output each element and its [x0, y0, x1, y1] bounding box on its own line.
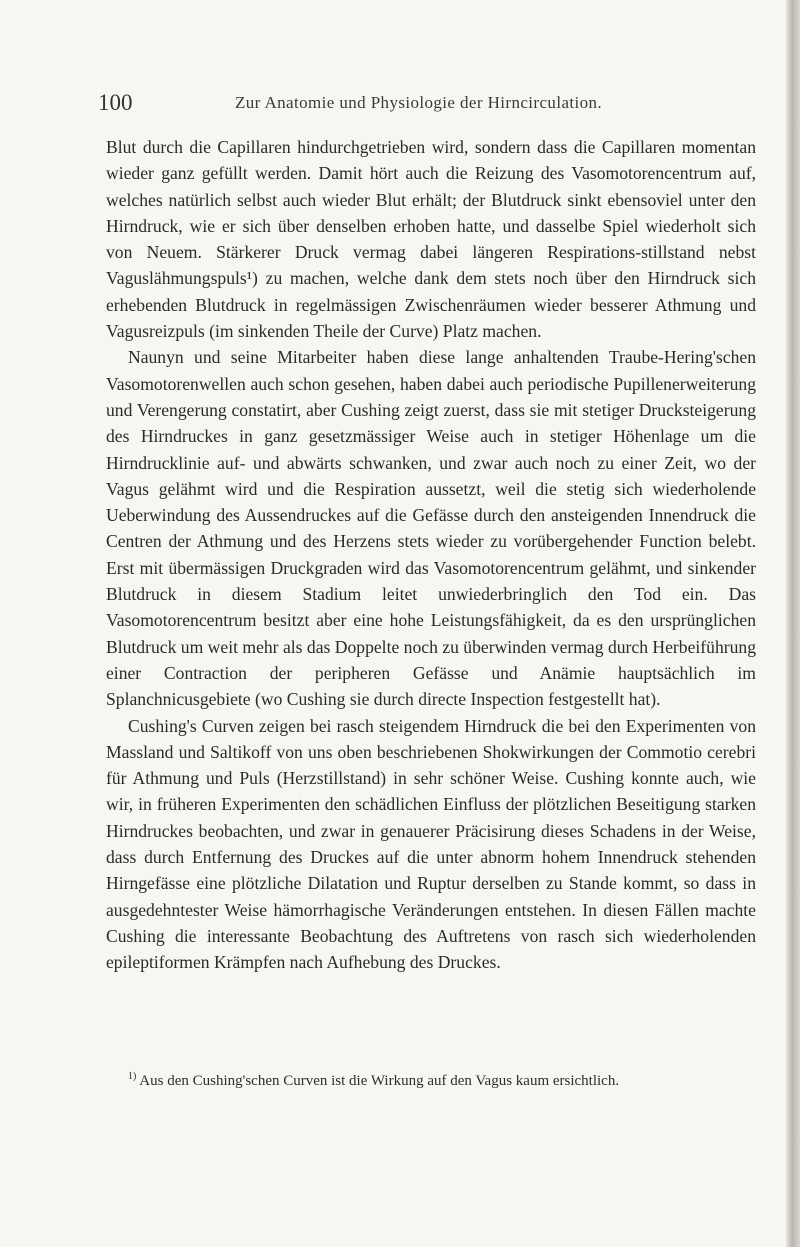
page-edge-shadow [786, 0, 800, 1247]
paragraph-2: Naunyn und seine Mitarbeiter haben diese lange anhaltenden Traube-Hering'schen Vasomotorenwellen auch schon gesehen, haben dabei auch periodische Pupillenerweiterung und Verengerung constatirt, aber Cushing zeigt zuerst, dass sie mit stetiger Drucksteigerung des Hirndruckes in ganz gesetzmässiger Weise auch in stetiger Höhenlage um die Hirndrucklinie auf- und abwärts schwanken, und zwar auch noch zu einer Zeit, wo der Vagus gelähmt wird und die Respiration aussetzt, weil die stetig sich wiederholende Ueberwindung des Aussendruckes auf die Gefässe durch den ansteigenden Innendruck die Centren der Athmung und des Herzens stets wieder zu vorübergehender Function belebt. Erst mit übermässigen Druckgraden wird das Vasomotorencentrum gelähmt, und sinkender Blutdruck in diesem Stadium leitet unwiederbringlich den Tod ein. Das Vasomotorencentrum besitzt aber eine hohe Leistungsfähigkeit, da es den ursprünglichen Blutdruck um weit mehr als das Doppelte noch zu überwinden vermag durch Herbeiführung einer Contraction der peripheren Gefässe und Anämie hauptsächlich im Splanchnicusgebiete (wo Cushing sie durch directe Inspection festgestellt hat). [106, 347, 756, 710]
running-head: Zur Anatomie und Physiologie der Hirncirculation. [235, 93, 603, 112]
footnote [106, 1070, 756, 1092]
paragraph-3: Cushing's Curven zeigen bei rasch steigendem Hirndruck die bei den Experimenten von Massland und Saltikoff von uns oben beschriebenen Shokwirkungen der Commotio cerebri für Athmung und Puls (Herzstillstand) in sehr schöner Weise. Cushing konnte auch, wie wir, in früheren Experimenten den schädlichen Einfluss der plötzlichen Beseitigung starken Hirndruckes beobachten, und zwar in genauerer Präcisirung dieses Schadens in der Weise, dass durch Entfernung des Druckes auf die unter abnorm hohem Innendruck stehenden Hirngefässe eine plötzliche Dilatation und Ruptur derselben zu Stande kommt, so dass in ausgedehntester Weise hämorrhagische Veränderungen entstehen. In diesen Fällen machte Cushing die interessante Beobachtung des Auftretens von rasch sich wiederholenden epileptiformen Krämpfen nach Aufhebung des Druckes. [106, 715, 756, 973]
page-number: 100 [98, 90, 133, 115]
body-text [106, 134, 756, 976]
footnote-text: Aus den Cushing'schen Curven ist die Wirkung auf den Vagus kaum ersichtlich. [139, 1073, 620, 1089]
footnote-mark: 1) [128, 1071, 137, 1082]
page-header [98, 90, 738, 124]
paragraph-1: Blut durch die Capillaren hindurchgetrieben wird, sondern dass die Capillaren momentan wieder ganz gefüllt werden. Damit hört auch die Reizung des Vasomotorencentrum auf, welches natürlich selbst auch wieder Blut erhält; der Blutdruck sinkt ebensoviel unter den Hirndruck, wie er sich über denselben erhoben hatte, und dasselbe Spiel wiederholt sich von Neuem. Stärkerer Druck vermag dabei längeren Respirations-stillstand nebst Vaguslähmungspuls¹) zu machen, welche dank dem stets noch über den Hirndruck sich erhebenden Blutdruck in regelmässigen Zwischenräumen wieder besserer Athmung und Vagusreizpuls (im sinkenden Theile der Curve) Platz machen. [106, 137, 756, 342]
